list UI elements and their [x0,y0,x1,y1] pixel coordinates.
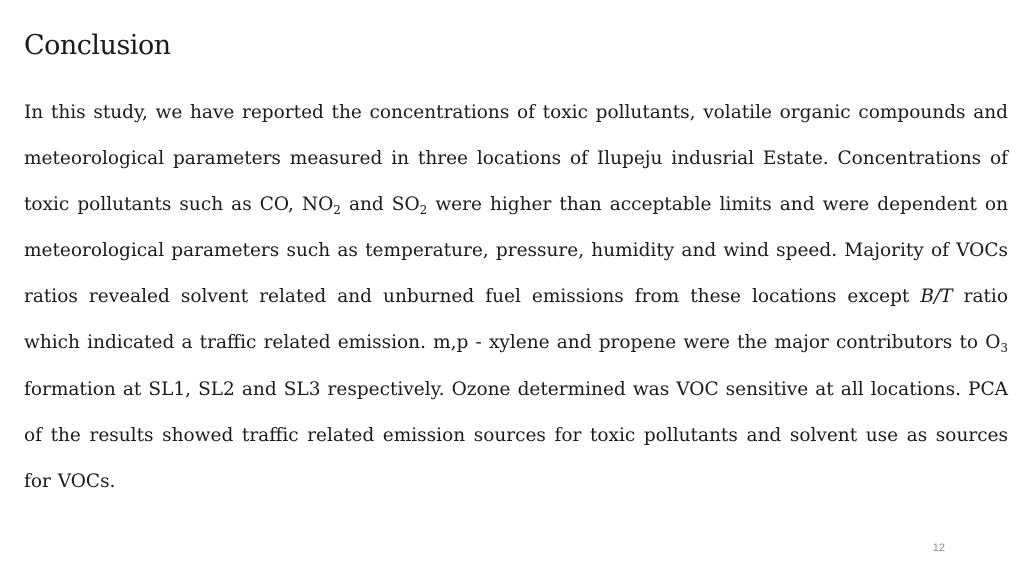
bt-ratio-italic: B/T [920,286,953,308]
paragraph-text-part-5: formation at SL1, SL2 and SL3 respectively. Ozone determined was VOC sensitive at all locations. PCA of the results showed traffic related emission sources for toxic pollutants and solvent use as sources for VOCs. [24,378,1008,492]
paragraph-text-part-3: were higher than acceptable limits and were dependent on meteorological parameters such as temperature, pressure, humidity and wind speed. Majority of VOCs ratios revealed solvent related and unburned fuel emissions from these locations except [24,194,1008,308]
no2-subscript: 2 [333,203,341,218]
paragraph-text-part-4: ratio which indicated a traffic related emission. m,p - xylene and propene were the major contributors to O [24,286,1008,354]
slide-title: Conclusion [24,30,171,61]
paragraph-text-part-2: and SO [340,194,420,216]
page-number: 12 [932,542,945,554]
o3-subscript: 3 [1000,341,1008,356]
conclusion-paragraph [24,90,1008,505]
so2-subscript: 2 [419,203,428,218]
paragraph-text-part-1: In this study, we have reported the concentrations of toxic pollutants, volatile organic compounds and meteorological parameters measured in three locations of Ilupeju indusrial Estate. Concentrations of toxic pollutants such as CO, NO [24,102,1008,216]
